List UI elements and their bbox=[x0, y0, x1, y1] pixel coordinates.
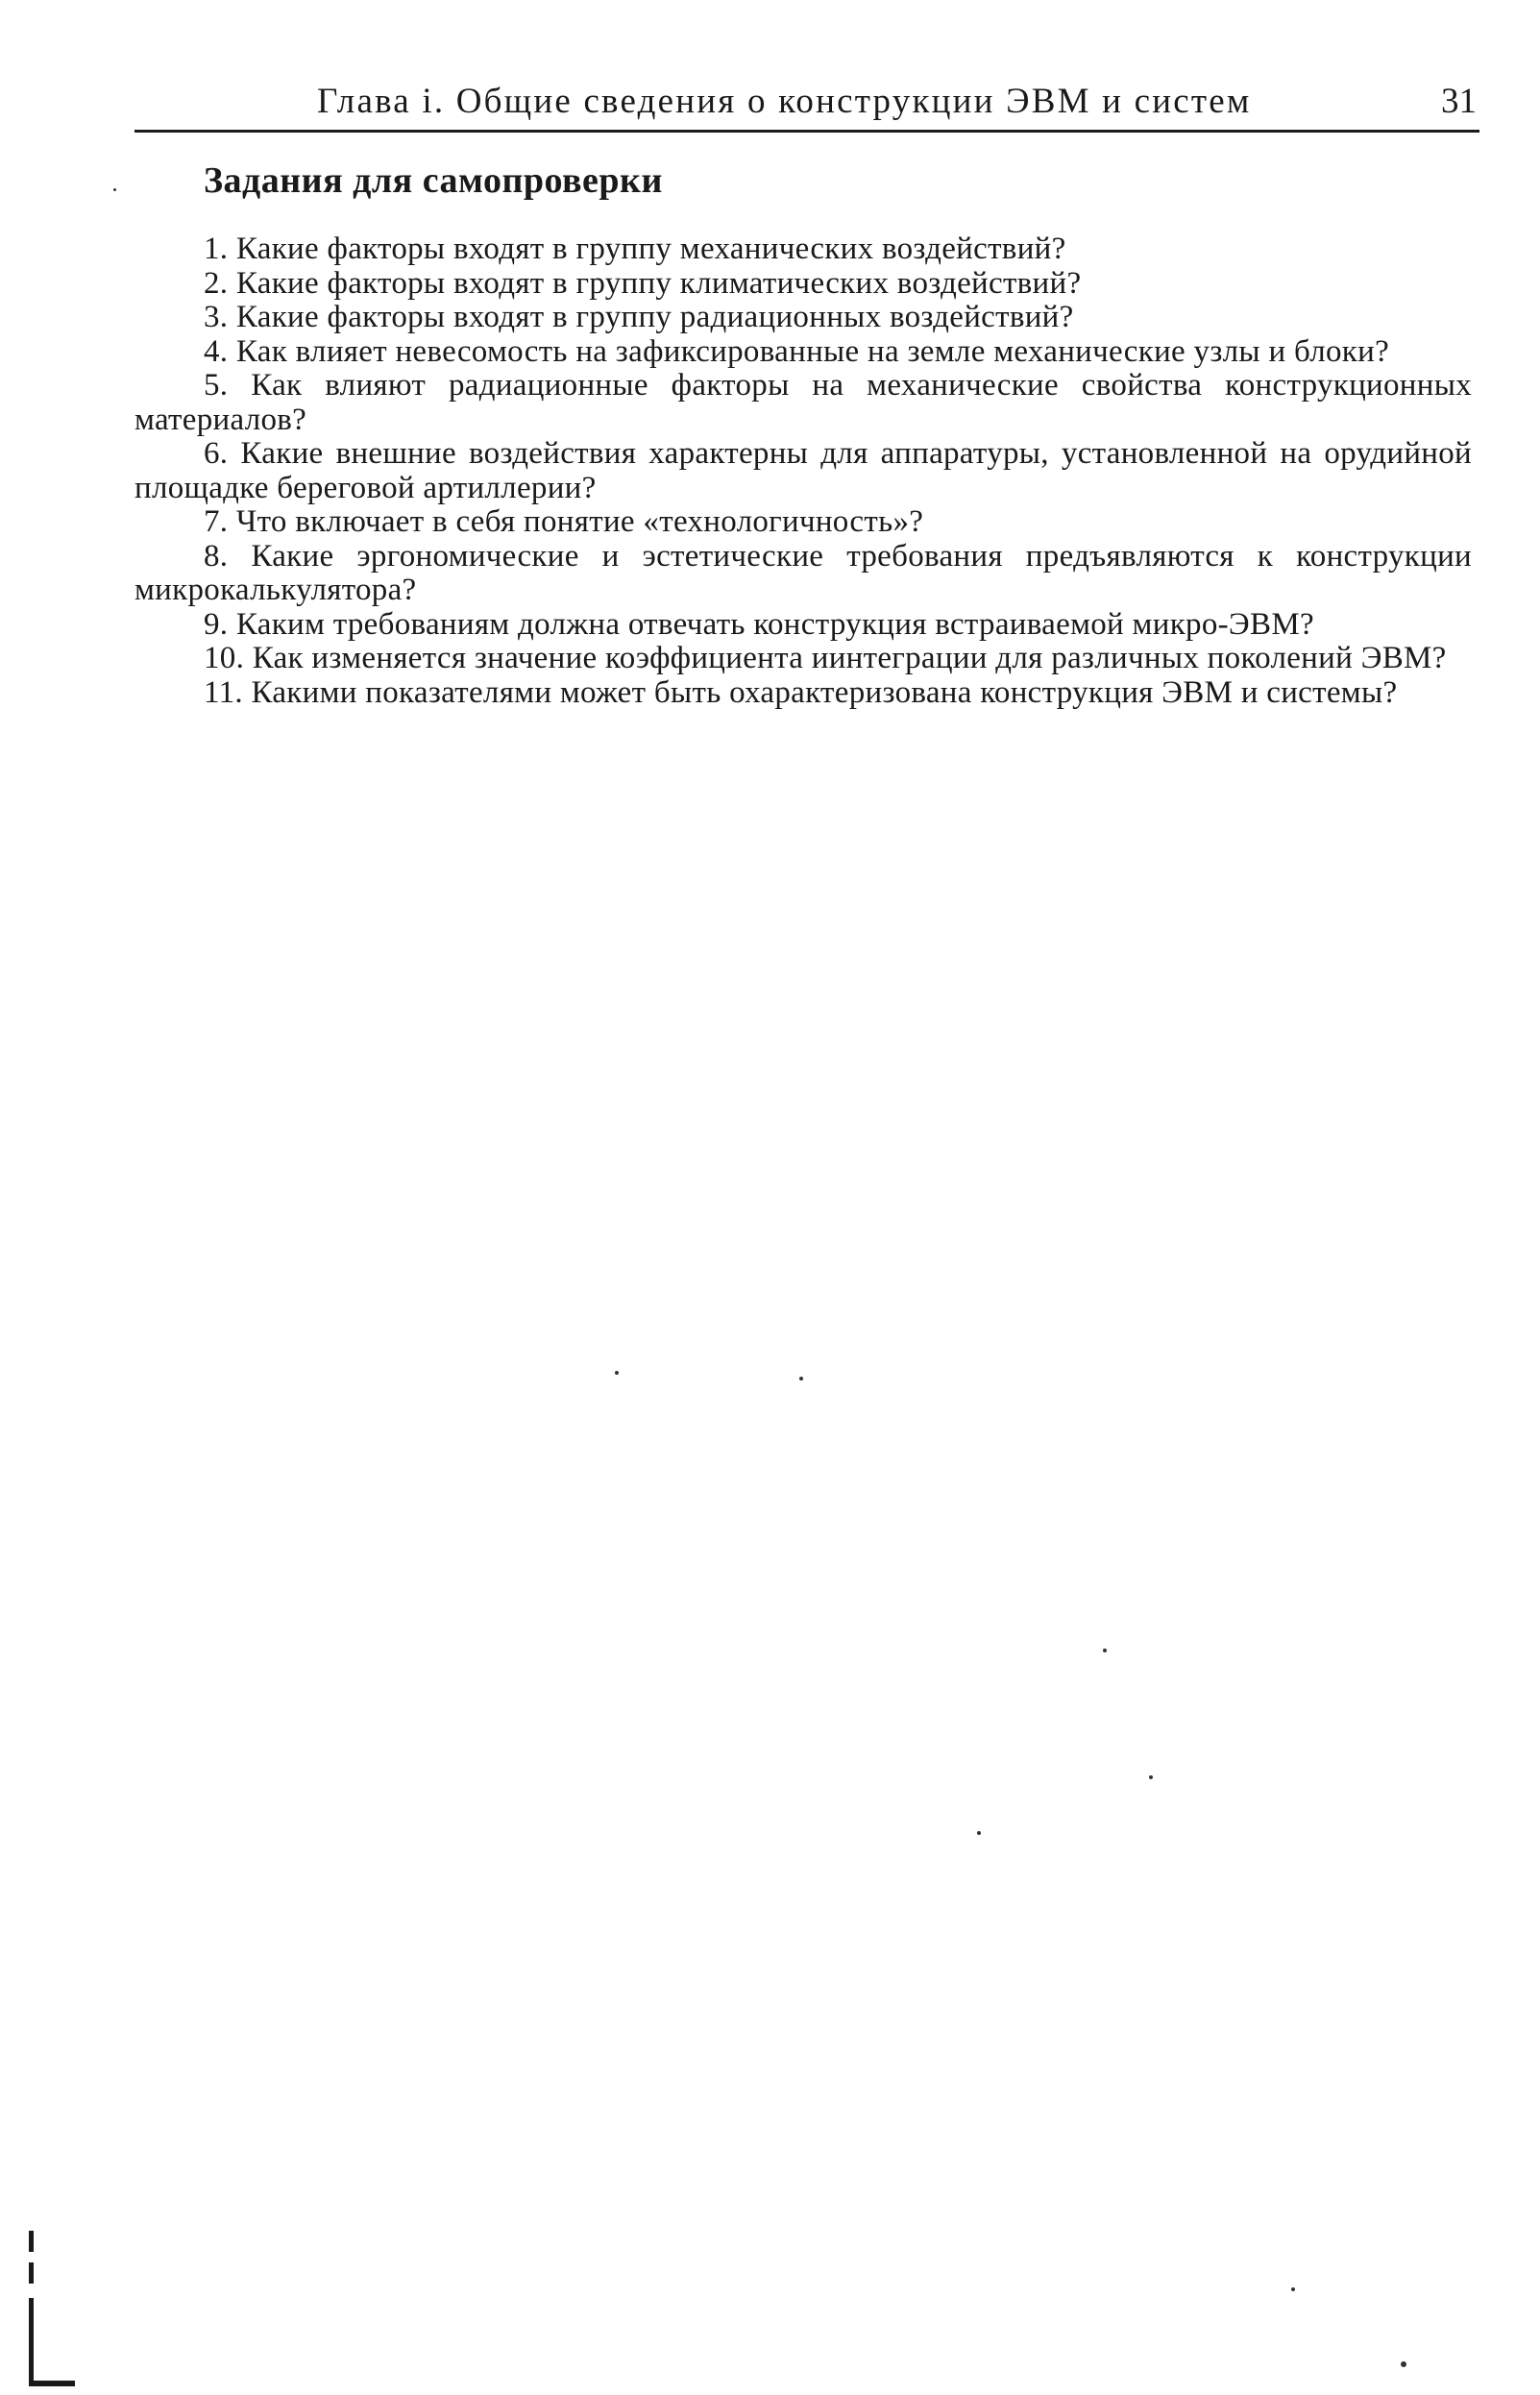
question-item: 5. Как влияют радиационные факторы на механические свойства конструкционных материалов? bbox=[134, 368, 1472, 437]
scan-speck bbox=[1103, 1649, 1107, 1652]
scan-edge-mark bbox=[29, 2381, 75, 2386]
page-number: 31 bbox=[1441, 82, 1477, 121]
question-list bbox=[134, 232, 1472, 710]
question-item: 9. Каким требованиям должна отвечать конструкция встраиваемой микро-ЭВМ? bbox=[204, 606, 1314, 642]
question-item: 4. Как влияет невесомость на зафиксированные на земле механические узлы и блоки? bbox=[204, 333, 1390, 369]
question-item: 7. Что включает в себя понятие «технологичность»? bbox=[204, 504, 924, 539]
question-item: 8. Какие эргономические и эстетические требования предъявляются к конструкции микрокалькулятора? bbox=[134, 538, 1472, 607]
header-rule bbox=[134, 130, 1479, 133]
scan-speck bbox=[1291, 2287, 1295, 2291]
running-title: Глава і. Общие сведения о конструкции ЭВМ и систем bbox=[317, 82, 1252, 121]
scan-speck bbox=[1401, 2361, 1406, 2367]
scan-edge-mark bbox=[29, 2262, 34, 2284]
scan-speck bbox=[977, 1831, 981, 1835]
question-item: 11. Какими показателями может быть охарактеризована конструкция ЭВМ и системы? bbox=[204, 674, 1398, 710]
question-item: 10. Как изменяется значение коэффициента иинтеграции для различных поколений ЭВМ? bbox=[204, 641, 1447, 675]
question-item: 6. Какие внешние воздействия характерны для аппаратуры, установленной на орудийной площадке береговой артиллерии? bbox=[134, 436, 1472, 505]
scan-edge-mark bbox=[29, 2231, 34, 2252]
scan-speck bbox=[1149, 1775, 1153, 1779]
scan-edge-mark bbox=[29, 2298, 34, 2386]
question-item: 2. Какие факторы входят в группу климатических воздействий? bbox=[204, 265, 1082, 301]
question-item: 1. Какие факторы входят в группу механических воздействий? bbox=[204, 232, 1066, 266]
scan-speck bbox=[615, 1371, 619, 1375]
scan-speck bbox=[113, 188, 116, 191]
question-item: 3. Какие факторы входят в группу радиационных воздействий? bbox=[204, 300, 1074, 334]
running-head bbox=[139, 81, 1484, 129]
scan-speck bbox=[799, 1377, 803, 1381]
section-heading: Задания для самопроверки bbox=[204, 160, 663, 201]
